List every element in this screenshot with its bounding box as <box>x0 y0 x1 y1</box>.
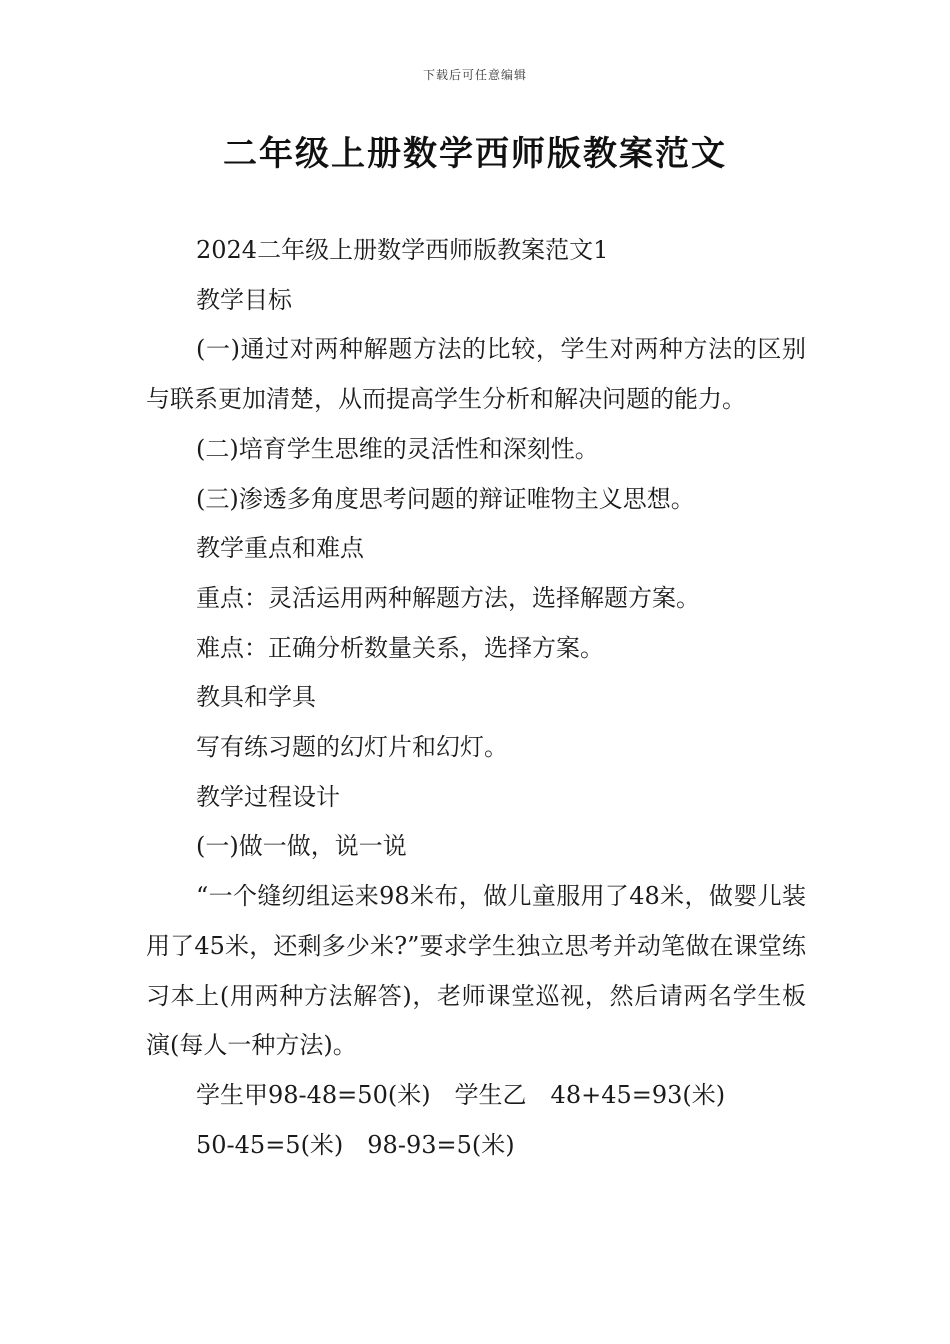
paragraph-solutions-1: 学生甲98-48=50(米) 学生乙 48+45=93(米) <box>196 1080 726 1109</box>
document-body <box>146 226 806 1170</box>
paragraph-difficulty: 难点：正确分析数量关系，选择方案。 <box>196 633 604 662</box>
heading-process-design: 教学过程设计 <box>196 782 340 811</box>
heading-teaching-aids: 教具和学具 <box>196 683 316 712</box>
paragraph-problem: “一个缝纫组运来98米布，做儿童服用了48米，做婴儿装用了45米，还剩多少米?”要求学生独立思考并动笔做在课堂练习本上(用两种方法解答)，老师课堂巡视，然后请两名学生板演(每人一种方法)。 <box>146 882 806 1060</box>
header-note: 下载后可任意编辑 <box>422 68 527 82</box>
paragraph-teaching-aids: 写有练习题的幻灯片和幻灯。 <box>196 733 508 762</box>
paragraph-goal-2: (二)培育学生思维的灵活性和深刻性。 <box>196 434 599 463</box>
paragraph-goal-1: (一)通过对两种解题方法的比较，学生对两种方法的区别与联系更加清楚，从而提高学生分析和解决问题的能力。 <box>146 335 806 414</box>
paragraph-solutions-2: 50-45=5(米) 98-93=5(米) <box>196 1130 515 1159</box>
paragraph-key-point: 重点：灵活运用两种解题方法，选择解题方案。 <box>196 583 700 612</box>
heading-do-and-say: (一)做一做，说一说 <box>196 832 407 861</box>
heading-key-points: 教学重点和难点 <box>196 534 364 563</box>
heading-teaching-goals: 教学目标 <box>196 285 292 314</box>
paragraph-subtitle: 2024二年级上册数学西师版教案范文1 <box>196 236 609 264</box>
document-title: 二年级上册数学西师版教案范文 <box>223 134 727 174</box>
paragraph-goal-3: (三)渗透多角度思考问题的辩证唯物主义思想。 <box>196 484 695 513</box>
